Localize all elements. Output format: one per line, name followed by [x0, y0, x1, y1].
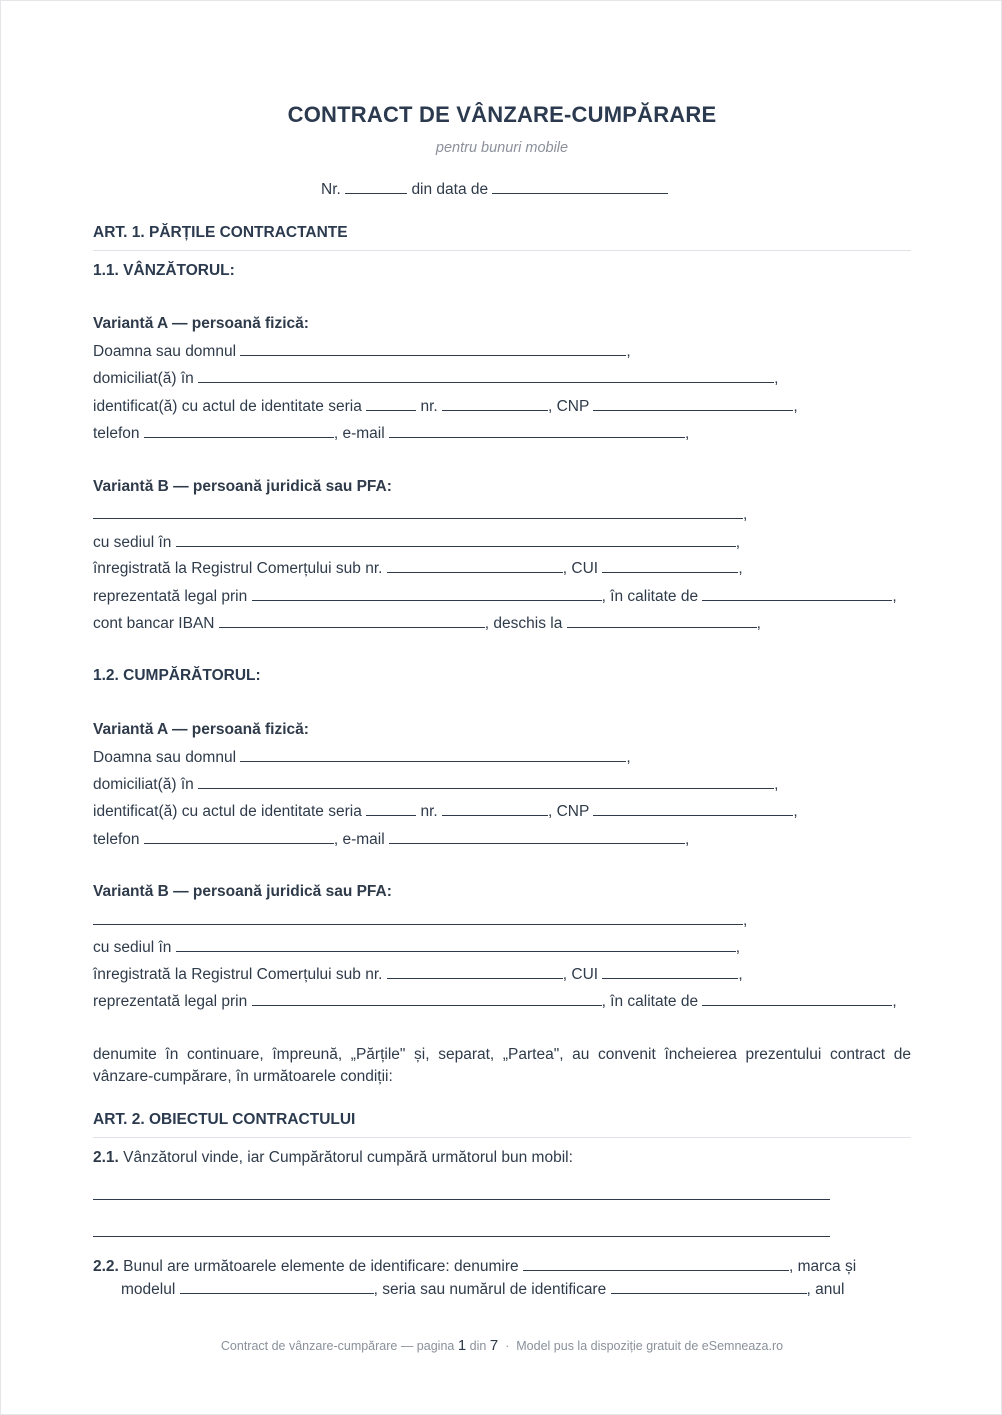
clause-2-2-text-d: , seria sau numărul de identificare	[373, 1281, 607, 1298]
seller-reg-field[interactable]	[387, 558, 563, 573]
page-footer	[1, 1337, 1002, 1354]
buyer-phone-field[interactable]	[144, 829, 334, 844]
buyer-name-field[interactable]	[240, 747, 626, 762]
buyer-address-field[interactable]	[198, 774, 774, 789]
buyer-varA-heading: Variantă A — persoană fizică:	[93, 721, 309, 738]
buyer-cui-field[interactable]	[602, 964, 738, 979]
footer-left-text: Contract de vânzare-cumpărare — pagina	[220, 1339, 455, 1353]
buyer-rep-field[interactable]	[252, 991, 602, 1006]
buyer-rep-line: reprezentată legal prin , în calitate de ,	[93, 993, 897, 1010]
buyer-company-name-field[interactable]	[93, 910, 743, 925]
seller-company-line: ,	[93, 504, 747, 525]
item-name-field[interactable]	[523, 1256, 789, 1271]
document-title: CONTRACT DE VÂNZARE-CUMPĂRARE	[287, 102, 717, 127]
nr-field[interactable]	[345, 179, 407, 194]
clause-2-2-line-2	[121, 1279, 911, 1300]
clause-2-1	[93, 1148, 573, 1168]
buyer-rep-label: reprezentată legal prin	[93, 993, 248, 1010]
nr-label: Nr.	[321, 181, 341, 198]
seller-iban-field[interactable]	[219, 613, 485, 628]
buyer-id-label: identificat(ă) cu actul de identitate seria	[93, 803, 362, 820]
seller-rep-field[interactable]	[252, 586, 602, 601]
seller-name-field[interactable]	[240, 341, 626, 356]
footer-page-number: 1	[457, 1337, 467, 1354]
footer-total-pages: 7	[489, 1337, 499, 1354]
contract-number-line	[321, 179, 668, 200]
clause-2-2-number: 2.2.	[93, 1258, 119, 1275]
seller-cnp-label: , CNP	[548, 398, 590, 415]
seller-id-label: identificat(ă) cu actul de identitate seria	[93, 398, 362, 415]
buyer-reg-field[interactable]	[387, 964, 563, 979]
item-serial-field[interactable]	[611, 1279, 807, 1294]
seller-capacity-field[interactable]	[702, 586, 892, 601]
footer-of-text: din	[469, 1339, 487, 1353]
clause-2-2-text-e: , anul	[806, 1281, 845, 1298]
item-model-field[interactable]	[180, 1279, 374, 1294]
buyer-capacity-label: , în calitate de	[601, 993, 699, 1010]
seller-id-nr-label: nr.	[420, 398, 438, 415]
clause-2-2-text-c: modelul	[121, 1281, 176, 1298]
buyer-id-nr-field[interactable]	[442, 801, 548, 816]
buyer-contact-line: telefon , e-mail ,	[93, 831, 690, 848]
seller-varB-heading: Variantă B — persoană juridică sau PFA:	[93, 478, 392, 495]
seller-address-label: domiciliat(ă) în	[93, 370, 194, 387]
art2-divider	[93, 1137, 911, 1138]
buyer-address-label: domiciliat(ă) în	[93, 776, 194, 793]
seller-name-label: Doamna sau domnul	[93, 343, 237, 360]
footer-separator: ·	[505, 1339, 510, 1353]
buyer-email-field[interactable]	[389, 829, 685, 844]
buyer-seat-line: cu sediul în ,	[93, 939, 741, 956]
seller-address-line: domiciliat(ă) în ,	[93, 370, 779, 387]
seller-rep-label: reprezentată legal prin	[93, 588, 248, 605]
buyer-reg-label: înregistrată la Registrul Comerțului sub nr.	[93, 966, 383, 983]
seller-reg-label: înregistrată la Registrul Comerțului sub nr.	[93, 560, 383, 577]
date-label: din data de	[411, 181, 489, 198]
seller-contact-line: telefon , e-mail ,	[93, 425, 690, 442]
document-subtitle: pentru bunuri mobile	[435, 140, 569, 156]
date-field[interactable]	[492, 179, 668, 194]
buyer-id-line: identificat(ă) cu actul de identitate seria nr. , CNP ,	[93, 803, 798, 820]
buyer-capacity-field[interactable]	[702, 991, 892, 1006]
seller-id-line: identificat(ă) cu actul de identitate seria nr. , CNP ,	[93, 398, 798, 415]
seller-bank-line: cont bancar IBAN , deschis la ,	[93, 615, 761, 632]
seller-bank-field[interactable]	[567, 613, 757, 628]
buyer-phone-label: telefon	[93, 831, 140, 848]
seller-email-field[interactable]	[389, 423, 685, 438]
buyer-cnp-label: , CNP	[548, 803, 590, 820]
clause-2-2-text-b: , marca și	[788, 1258, 857, 1275]
seller-phone-field[interactable]	[144, 423, 334, 438]
buyer-reg-line: înregistrată la Registrul Comerțului sub nr. , CUI ,	[93, 966, 743, 983]
buyer-cnp-field[interactable]	[593, 801, 793, 816]
buyer-seat-field[interactable]	[176, 937, 736, 952]
seller-heading: 1.1. VÂNZĂTORUL:	[93, 262, 235, 279]
seller-company-name-field[interactable]	[93, 504, 743, 519]
clause-2-1-text: Vânzătorul vinde, iar Cumpărătorul cumpără următorul bun mobil:	[123, 1149, 573, 1166]
seller-varA-heading: Variantă A — persoană fizică:	[93, 315, 309, 332]
clause-2-2-text-a: Bunul are următoarele elemente de identificare: denumire	[123, 1258, 519, 1275]
buyer-id-nr-label: nr.	[420, 803, 438, 820]
art1-heading: ART. 1. PĂRȚILE CONTRACTANTE	[93, 224, 348, 241]
art2-heading: ART. 2. OBIECTUL CONTRACTULUI	[93, 1111, 356, 1128]
buyer-cui-label: , CUI	[562, 966, 599, 983]
seller-iban-label: cont bancar IBAN	[93, 615, 215, 632]
seller-seat-label: cu sediul în	[93, 534, 172, 551]
buyer-email-label: , e-mail	[333, 831, 385, 848]
footer-right-text: Model pus la dispoziție gratuit de eSemneaza.ro	[516, 1339, 784, 1353]
parties-closing-paragraph: denumite în continuare, împreună, „Părțile" și, separat, „Partea", au convenit încheierea prezentului contract de vânzare-cumpărare, în următoarele condiții:	[93, 1046, 911, 1085]
buyer-name-line: Doamna sau domnul ,	[93, 749, 631, 766]
seller-rep-line: reprezentată legal prin , în calitate de ,	[93, 588, 897, 605]
clause-2-1-number: 2.1.	[93, 1149, 119, 1166]
buyer-seat-label: cu sediul în	[93, 939, 172, 956]
item-description-line-2[interactable]	[93, 1236, 830, 1237]
item-description-line-1[interactable]	[93, 1199, 830, 1200]
buyer-heading: 1.2. CUMPĂRĂTORUL:	[93, 667, 261, 684]
seller-bank-label: , deschis la	[484, 615, 563, 632]
art1-divider	[93, 250, 911, 251]
seller-id-series-field[interactable]	[366, 396, 416, 411]
seller-seat-field[interactable]	[176, 532, 736, 547]
seller-seat-line: cu sediul în ,	[93, 534, 741, 551]
buyer-id-series-field[interactable]	[366, 801, 416, 816]
buyer-company-line: ,	[93, 910, 747, 931]
buyer-address-line: domiciliat(ă) în ,	[93, 776, 779, 793]
seller-name-line: Doamna sau domnul ,	[93, 343, 631, 360]
seller-phone-label: telefon	[93, 425, 140, 442]
buyer-name-label: Doamna sau domnul	[93, 749, 237, 766]
buyer-varB-heading: Variantă B — persoană juridică sau PFA:	[93, 883, 392, 900]
clause-2-2-line-1	[93, 1256, 911, 1277]
seller-cui-label: , CUI	[562, 560, 599, 577]
seller-address-field[interactable]	[198, 368, 774, 383]
seller-id-nr-field[interactable]	[442, 396, 548, 411]
seller-reg-line: înregistrată la Registrul Comerțului sub nr. , CUI ,	[93, 560, 743, 577]
seller-cui-field[interactable]	[602, 558, 738, 573]
seller-email-label: , e-mail	[333, 425, 385, 442]
seller-capacity-label: , în calitate de	[601, 588, 699, 605]
seller-cnp-field[interactable]	[593, 396, 793, 411]
